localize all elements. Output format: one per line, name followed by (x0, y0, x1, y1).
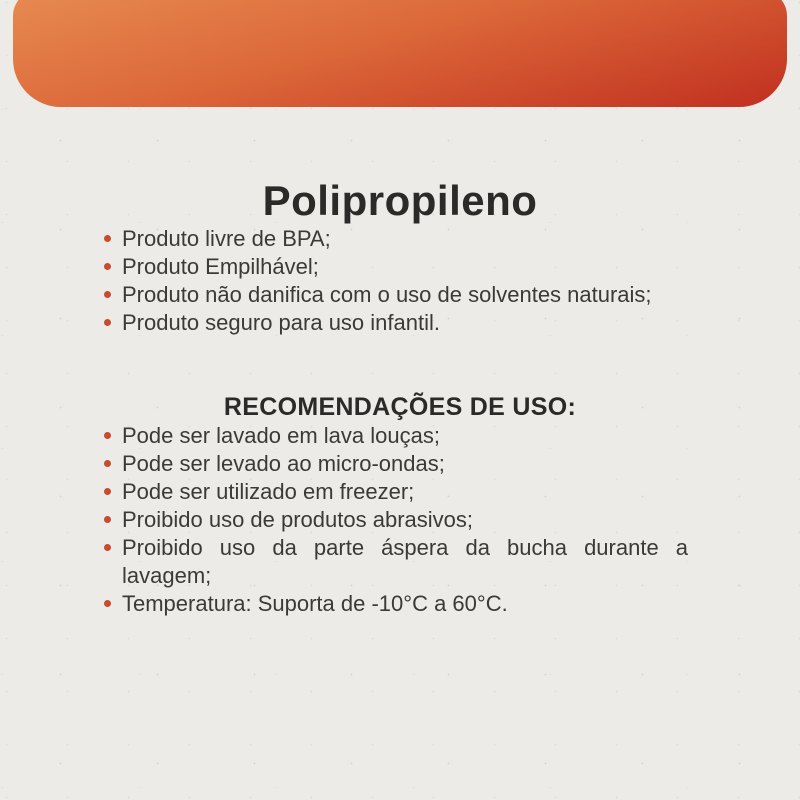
list-item (104, 450, 688, 478)
bullet-icon (104, 319, 111, 326)
list-item-text: Produto seguro para uso infantil. (122, 310, 440, 335)
bullet-icon (104, 460, 111, 467)
features-list (0, 225, 800, 337)
recommendations-list (0, 422, 800, 618)
list-item-text: Pode ser lavado em lava louças; (122, 423, 440, 448)
bullet-icon (104, 600, 111, 607)
bullet-icon (104, 263, 111, 270)
list-item (104, 253, 688, 281)
list-item (104, 590, 688, 618)
bullet-icon (104, 516, 111, 523)
header-band (13, 0, 787, 107)
list-item-text: Temperatura: Suporta de -10°C a 60°C. (122, 591, 508, 616)
list-item (104, 309, 688, 337)
bullet-icon (104, 488, 111, 495)
list-item-text: Pode ser levado ao micro-ondas; (122, 451, 445, 476)
bullet-icon (104, 235, 111, 242)
bullet-icon (104, 432, 111, 439)
list-item (104, 506, 688, 534)
page-title: Polipropileno (262, 177, 538, 224)
list-item (104, 422, 688, 450)
list-item (104, 281, 688, 309)
list-item (104, 225, 688, 253)
list-item-text: Produto Empilhável; (122, 254, 319, 279)
list-item-text: Proibido uso da parte áspera da bucha durante a lavagem; (122, 535, 688, 588)
list-item-text: Pode ser utilizado em freezer; (122, 479, 415, 504)
bullet-icon (104, 544, 111, 551)
content-area (0, 107, 800, 618)
list-item-text: Proibido uso de produtos abrasivos; (122, 507, 473, 532)
list-item-text: Produto não danifica com o uso de solventes naturais; (122, 282, 652, 307)
list-item-text: Produto livre de BPA; (122, 226, 331, 251)
bullet-icon (104, 291, 111, 298)
list-item (104, 534, 688, 590)
section-heading: RECOMENDAÇÕES DE USO: (223, 393, 577, 421)
list-item (104, 478, 688, 506)
